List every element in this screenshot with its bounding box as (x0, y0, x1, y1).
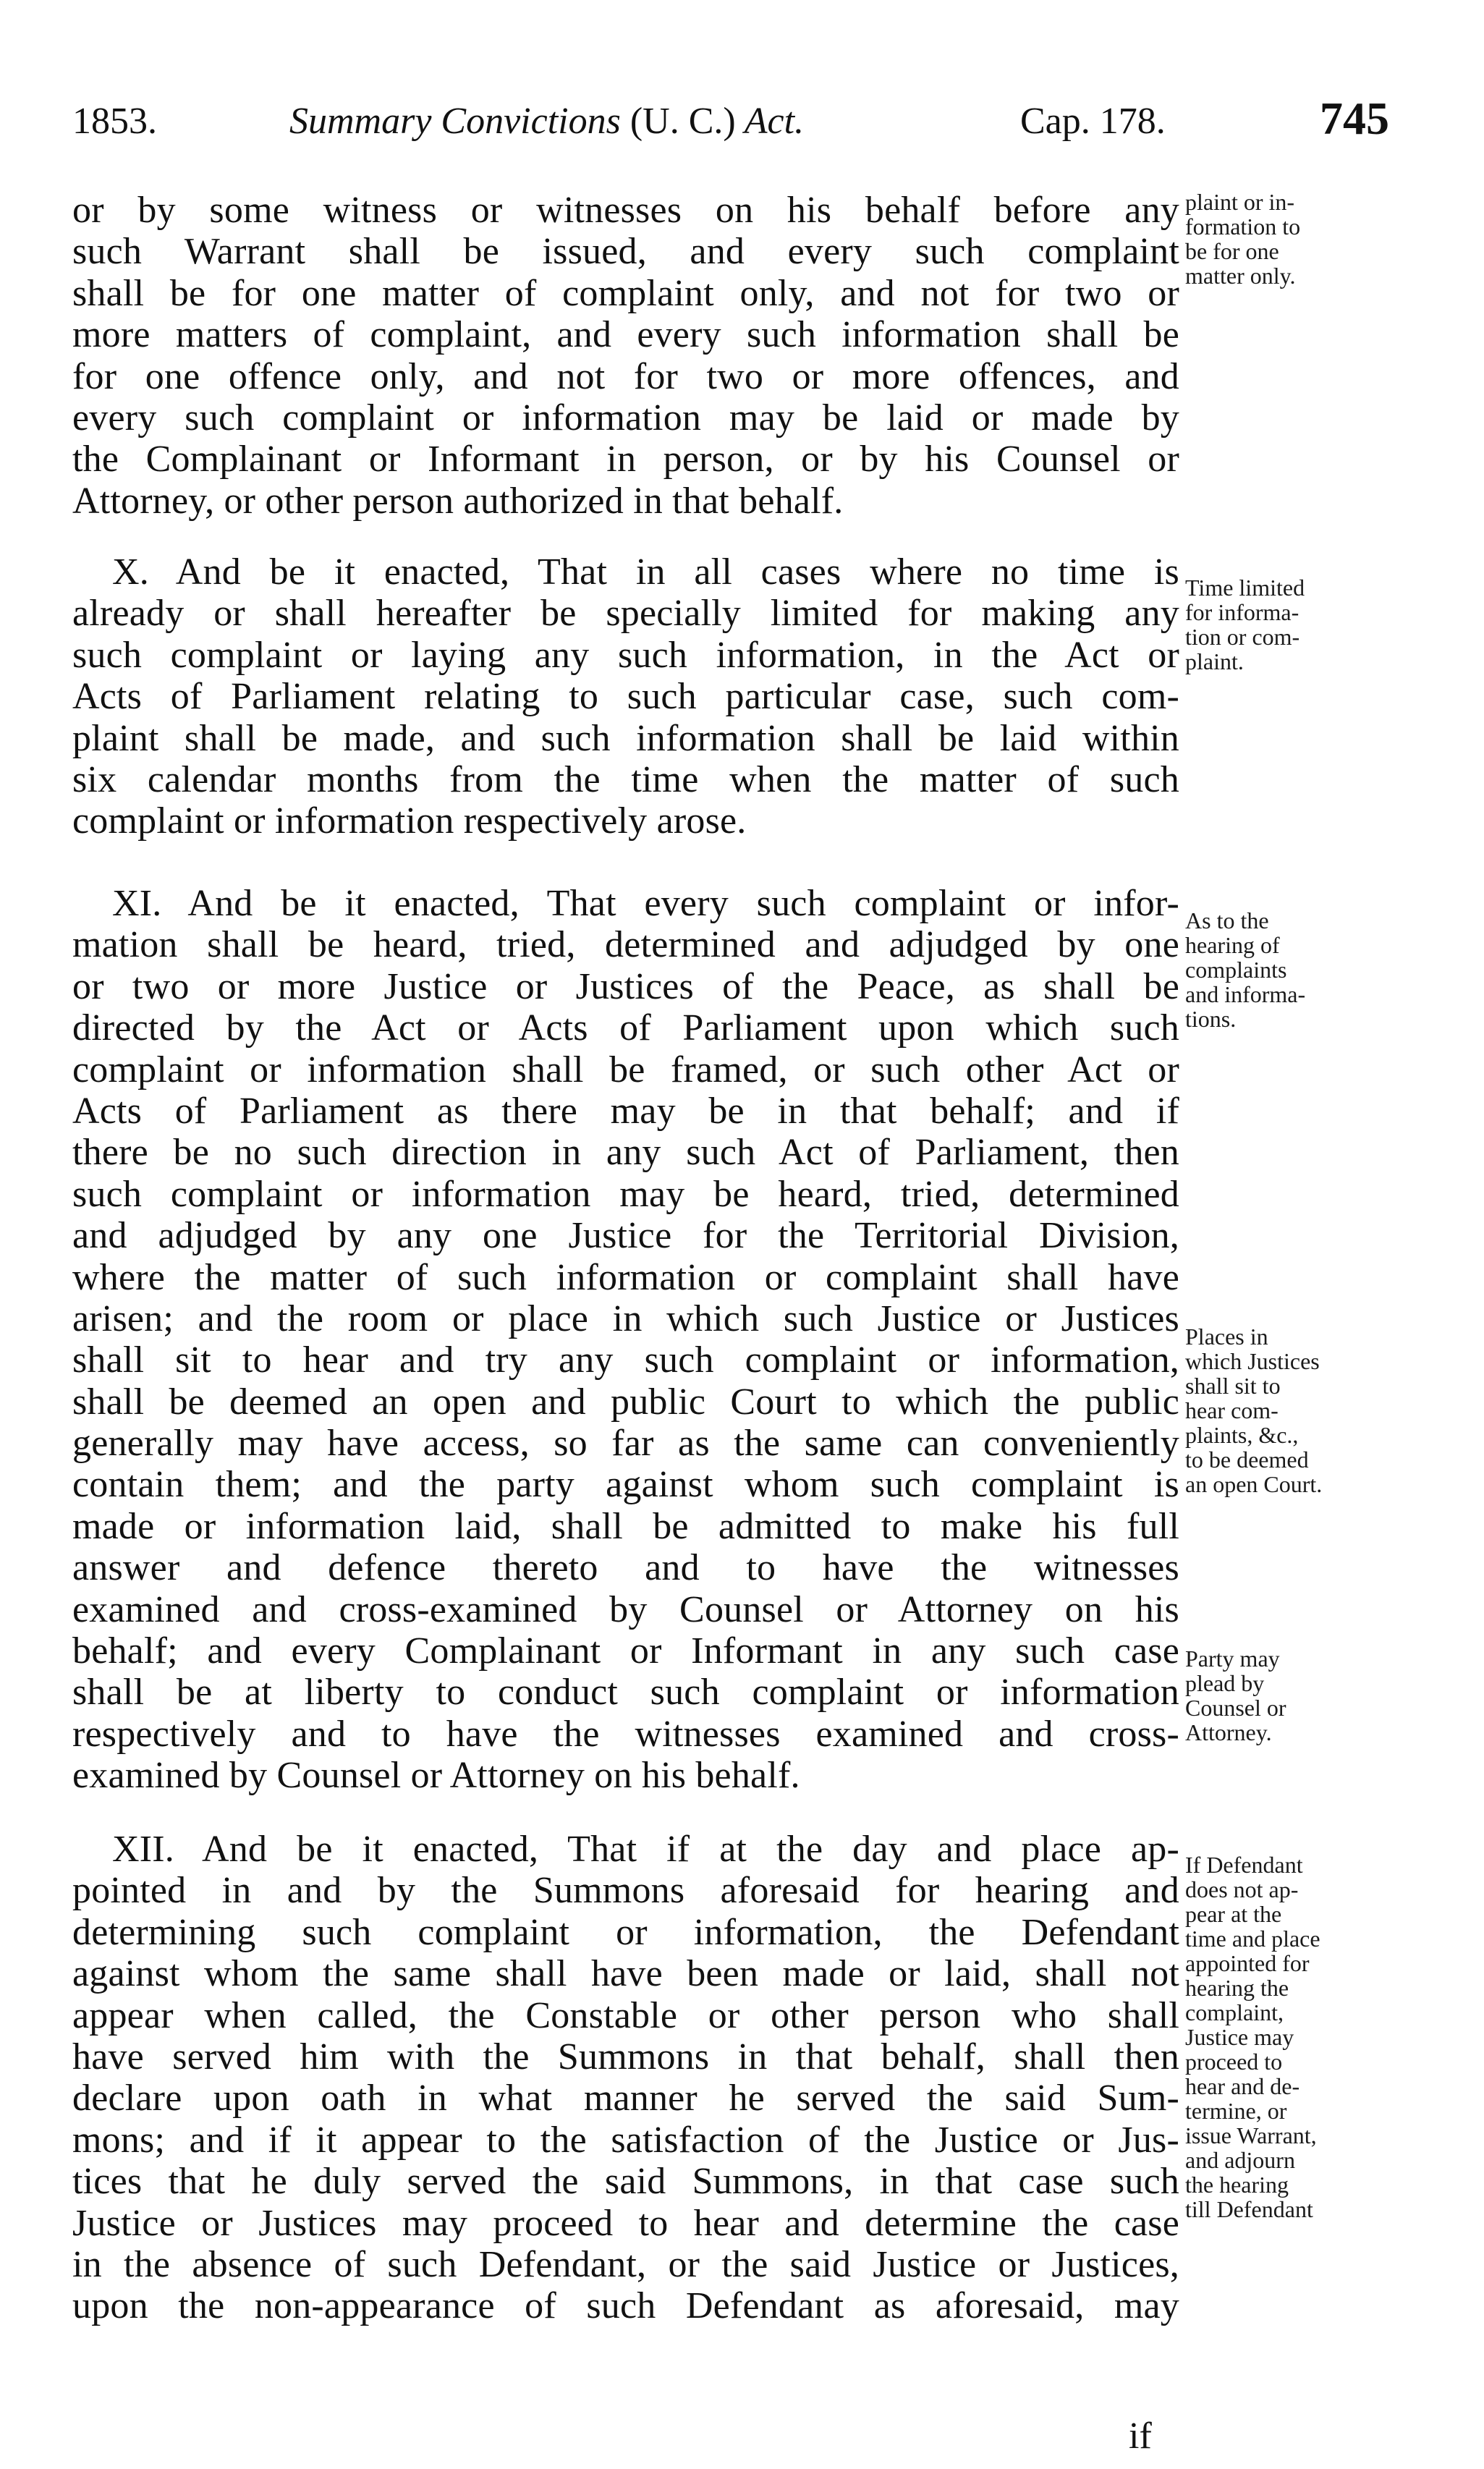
marginal-note-xi-hearing (1185, 908, 1417, 1031)
text-line: directed by the Act or Acts of Parliament upon which such (72, 1007, 1179, 1049)
text-line: such complaint or information may be heard, tried, determined (72, 1173, 1179, 1215)
text-line: respectively and to have the witnesses examined and cross- (72, 1713, 1179, 1755)
marginal-note-xi-places (1185, 1324, 1417, 1496)
marginal-line: complaints (1185, 957, 1287, 983)
text-line: or two or more Justice or Justices of the Peace, as shall be (72, 965, 1179, 1007)
text-line: shall be for one matter of complaint only, and not for two or (72, 272, 1179, 314)
marginal-line: As to the (1185, 907, 1269, 933)
marginal-line: plead by (1185, 1670, 1265, 1696)
marginal-line: Time limited (1185, 575, 1305, 601)
text-line: complaint or information respectively arose. (72, 800, 747, 842)
text-line: mons; and if it appear to the satisfaction of the Justice or Jus- (72, 2119, 1179, 2161)
marginal-line: Justice may (1185, 2024, 1294, 2050)
text-line: already or shall hereafter be specially limited for making any (72, 593, 1179, 635)
text-line: or by some witness or witnesses on his behalf before any (72, 190, 1179, 231)
marginal-line: shall sit to (1185, 1373, 1281, 1399)
marginal-note-xi-party (1185, 1646, 1417, 1745)
text-line: tices that he duly served the said Summons, in that case such (72, 2161, 1179, 2203)
text-line: contain them; and the party against whom such complaint is (72, 1464, 1179, 1506)
header-title-main: Summary Convictions (289, 101, 621, 142)
text-line: mation shall be heard, tried, determined and adjudged by one (72, 924, 1179, 966)
section-heading-line: XI. And be it enacted, That every such complaint or infor- (112, 883, 1179, 924)
text-line: Attorney, or other person authorized in that behalf. (72, 480, 844, 522)
marginal-line: If Defendant (1185, 1852, 1303, 1878)
text-line: against whom the same shall have been made or laid, shall not (72, 1953, 1179, 1995)
marginal-line: hearing of (1185, 932, 1280, 958)
marginal-line: the hearing (1185, 2172, 1289, 2198)
marginal-line: time and place (1185, 1926, 1320, 1952)
marginal-line: be for one (1185, 238, 1279, 264)
text-line: determining such complaint or information, the Defendant (72, 1911, 1179, 1953)
text-line: such complaint or laying any such information, in the Act or (72, 634, 1179, 676)
marginal-line: hear com- (1185, 1397, 1279, 1423)
marginal-line: does not ap- (1185, 1876, 1299, 1902)
text-line: Justice or Justices may proceed to hear and determine the case (72, 2202, 1179, 2244)
text-line: have served him with the Summons in that behalf, shall then (72, 2036, 1179, 2078)
marginal-note-ix (1185, 190, 1417, 288)
text-line: where the matter of such information or complaint shall have (72, 1256, 1179, 1298)
text-line: plaint shall be made, and such information shall be laid within (72, 717, 1179, 759)
marginal-line: Places in (1185, 1324, 1268, 1350)
text-line: answer and defence thereto and to have the witnesses (72, 1547, 1179, 1589)
marginal-note-xii (1185, 1852, 1417, 2222)
marginal-line: matter only. (1185, 263, 1296, 289)
text-line: every such complaint or information may be laid or made by (72, 397, 1179, 439)
section-xii (72, 1829, 1179, 2327)
marginal-line: till Defendant (1185, 2196, 1313, 2222)
header-title-end: Act. (744, 101, 805, 142)
text-line: arisen; and the room or place in which such Justice or Justices (72, 1297, 1179, 1339)
header-year: 1853. (72, 101, 157, 142)
marginal-line: hear and de- (1185, 2073, 1300, 2099)
catchword: if (1129, 2415, 1152, 2457)
text-line: such Warrant shall be issued, and every such complaint (72, 231, 1179, 273)
header-title-mid: (U. C.) (629, 101, 736, 142)
marginal-line: pear at the (1185, 1901, 1282, 1927)
text-line: the Complainant or Informant in person, or by his Counsel or (72, 439, 1179, 480)
marginal-line: issue Warrant, (1185, 2122, 1317, 2148)
marginal-line: appointed for (1185, 1950, 1310, 1976)
section-heading-line: XII. And be it enacted, That if at the day and place ap- (112, 1829, 1179, 1870)
text-line: more matters of complaint, and every such information shall be (72, 314, 1179, 356)
marginal-line: for informa- (1185, 599, 1299, 625)
text-line: declare upon oath in what manner he served the said Sum- (72, 2078, 1179, 2119)
running-header (72, 93, 1389, 151)
text-line: upon the non-appearance of such Defendant as aforesaid, may (72, 2285, 1179, 2327)
header-title (289, 93, 804, 151)
marginal-line: and informa- (1185, 981, 1306, 1007)
marginal-line: to be deemed (1185, 1447, 1309, 1473)
section-xi (72, 883, 1179, 1797)
marginal-line: Party may (1185, 1646, 1280, 1672)
marginal-line: Counsel or (1185, 1695, 1286, 1721)
section-x (72, 551, 1179, 842)
marginal-line: which Justices (1185, 1348, 1320, 1374)
marginal-line: plaint or in- (1185, 189, 1295, 215)
text-line: shall be at liberty to conduct such complaint or information (72, 1672, 1179, 1714)
text-line: Acts of Parliament relating to such particular case, such com- (72, 676, 1179, 718)
text-line: appear when called, the Constable or other person who shall (72, 1994, 1179, 2036)
text-line: there be no such direction in any such Act of Parliament, then (72, 1132, 1179, 1174)
text-line: and adjudged by any one Justice for the Territorial Division, (72, 1215, 1179, 1257)
marginal-line: proceed to (1185, 2049, 1283, 2075)
marginal-line: complaint, (1185, 1999, 1284, 2025)
header-chapter: Cap. 178. (1020, 101, 1166, 142)
text-line: for one offence only, and not for two or more offences, and (72, 355, 1179, 397)
marginal-line: tion or com- (1185, 624, 1300, 650)
text-line: shall sit to hear and try any such complaint or information, (72, 1339, 1179, 1381)
text-line: examined by Counsel or Attorney on his behalf. (72, 1755, 800, 1797)
text-line: generally may have access, so far as the same can conveniently (72, 1423, 1179, 1465)
marginal-line: tions. (1185, 1006, 1237, 1032)
text-line: made or information laid, shall be admitted to make his full (72, 1505, 1179, 1547)
section-ix-continuation (72, 190, 1179, 522)
marginal-line: plaint. (1185, 648, 1244, 674)
text-line: Acts of Parliament as there may be in that behalf; and if (72, 1090, 1179, 1132)
marginal-line: hearing the (1185, 1975, 1289, 2001)
text-line: behalf; and every Complainant or Informant in any such case (72, 1630, 1179, 1672)
page-number: 745 (1320, 93, 1389, 144)
marginal-line: termine, or (1185, 2098, 1287, 2124)
marginal-line: an open Court. (1185, 1471, 1323, 1497)
marginal-line: Attorney. (1185, 1719, 1272, 1745)
text-line: in the absence of such Defendant, or the said Justice or Justices, (72, 2243, 1179, 2285)
text-line: complaint or information shall be framed, or such other Act or (72, 1049, 1179, 1090)
text-line: examined and cross-examined by Counsel or Attorney on his (72, 1588, 1179, 1630)
marginal-line: formation to (1185, 213, 1301, 240)
marginal-line: and adjourn (1185, 2147, 1295, 2173)
section-heading-line: X. And be it enacted, That in all cases where no time is (112, 551, 1179, 593)
text-line: pointed in and by the Summons aforesaid for hearing and (72, 1870, 1179, 1912)
text-line: six calendar months from the time when the matter of such (72, 758, 1179, 800)
text-line: shall be deemed an open and public Court to which the public (72, 1381, 1179, 1423)
marginal-note-x (1185, 575, 1417, 674)
marginal-line: plaints, &c., (1185, 1422, 1299, 1448)
